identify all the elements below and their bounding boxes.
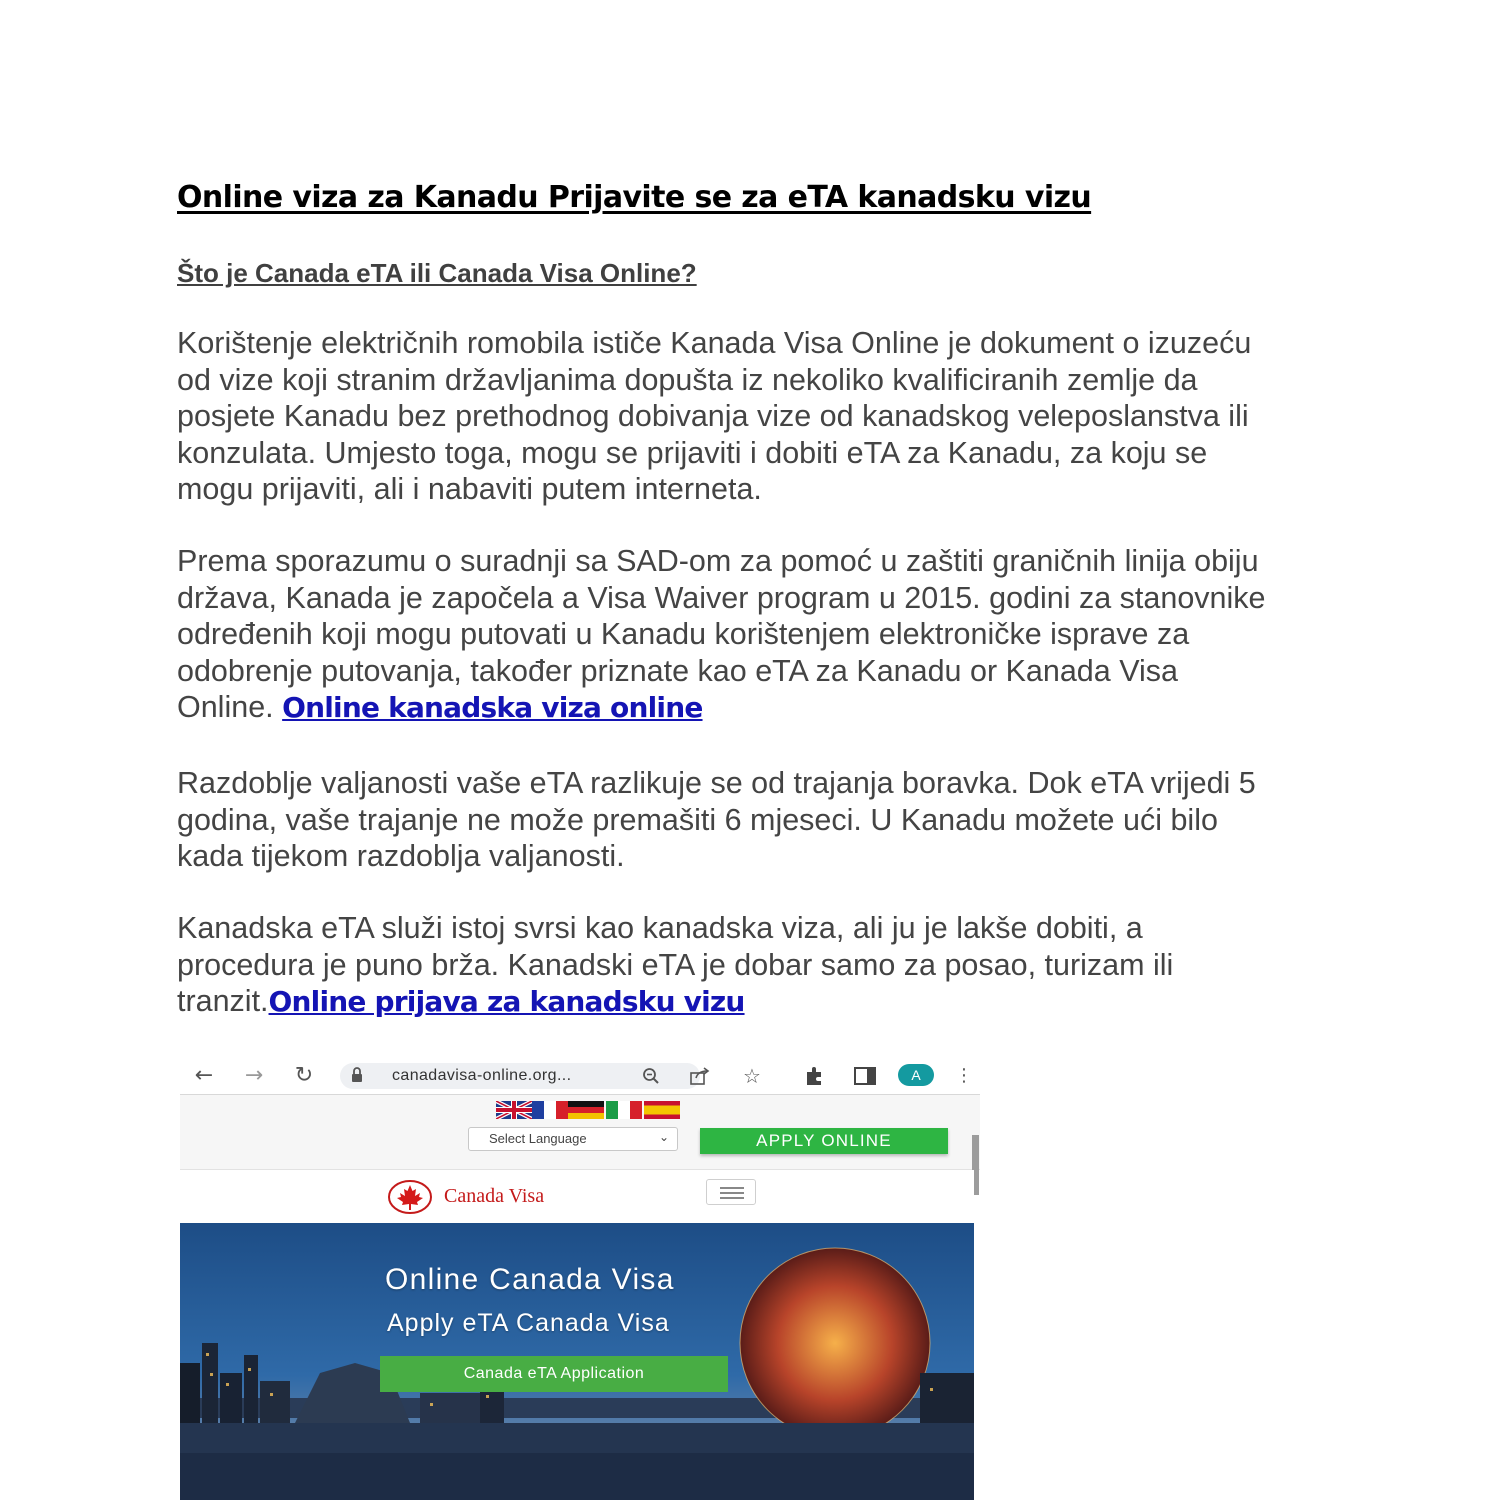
paragraph-line-text: Online. xyxy=(177,690,283,725)
hero-banner xyxy=(180,1223,974,1500)
lock-icon xyxy=(350,1066,364,1084)
paragraph-line-with-link xyxy=(177,689,1327,727)
paragraph-line-with-link xyxy=(177,983,1327,1021)
uk-flag-icon[interactable] xyxy=(496,1101,532,1119)
language-select-value: Select Language xyxy=(489,1131,587,1146)
share-icon[interactable] xyxy=(690,1067,710,1085)
apply-online-button[interactable]: APPLY ONLINE xyxy=(700,1128,948,1154)
paragraph-line: Korištenje električnih romobila ističe Kanada Visa Online je dokument o izuzeću xyxy=(177,326,1252,360)
site-navbar xyxy=(180,1170,974,1222)
zoom-icon[interactable] xyxy=(642,1067,660,1085)
site-topbar xyxy=(180,1095,980,1170)
side-panel-icon[interactable] xyxy=(854,1067,876,1085)
online-visa-link[interactable]: Online kanadska viza online xyxy=(282,691,703,725)
back-arrow-icon[interactable]: ← xyxy=(194,1063,214,1088)
hamburger-menu-icon[interactable] xyxy=(706,1179,756,1205)
star-icon[interactable]: ☆ xyxy=(743,1064,761,1088)
more-icon[interactable]: ⋮ xyxy=(955,1065,973,1086)
embedded-website-screenshot xyxy=(180,1058,980,1500)
paragraph-line: Razdoblje valjanosti vaše eTA razlikuje se od trajanja boravka. Dok eTA vrijedi 5 xyxy=(177,766,1256,800)
paragraph-line: kada tijekom razdoblja valjanosti. xyxy=(177,839,625,874)
canada-eta-application-button[interactable]: Canada eTA Application xyxy=(380,1356,728,1392)
paragraph-line: od vize koji stranim državljanima dopušta iz nekoliko kvalificiranih zemlje da xyxy=(177,362,1198,397)
paragraph-line: određenih koji mogu putovati u Kanadu korištenjem elektroničke isprave za xyxy=(177,617,1190,652)
italy-flag-icon[interactable] xyxy=(606,1101,642,1119)
document-title: Online viza za Kanadu Prijavite se za eTA kanadsku vizu xyxy=(177,180,1092,215)
chevron-down-icon: ⌄ xyxy=(658,1130,669,1144)
forward-arrow-icon[interactable]: → xyxy=(244,1063,264,1088)
germany-flag-icon[interactable] xyxy=(568,1101,604,1119)
paragraph-purpose xyxy=(177,910,1327,1021)
paragraph-line: Kanadska eTA služi istoj svrsi kao kanadska viza, ali ju je lakše dobiti, a xyxy=(177,911,1143,945)
paragraph-intro xyxy=(177,325,1327,508)
paragraph-agreement xyxy=(177,543,1327,727)
maple-leaf-logo-icon[interactable] xyxy=(388,1180,432,1214)
paragraph-line: procedura je puno brža. Kanadski eTA je dobar samo za posao, turizam ili xyxy=(177,947,1174,982)
paragraph-line: mogu prijaviti, ali i nabaviti putem interneta. xyxy=(177,472,762,507)
paragraph-line: posjete Kanadu bez prethodnog dobivanja vize od kanadskog veleposlanstva ili xyxy=(177,399,1249,434)
reload-icon[interactable]: ↻ xyxy=(294,1063,314,1088)
paragraph-line: godina, vaše trajanje ne može premašiti 6 mjeseci. U Kanadu možete ući bilo xyxy=(177,802,1218,837)
address-bar[interactable] xyxy=(340,1063,700,1089)
browser-toolbar xyxy=(180,1058,980,1095)
paragraph-line: konzulata. Umjesto toga, mogu se prijaviti i dobiti eTA za Kanadu, za koju se xyxy=(177,435,1208,470)
paragraph-line: država, Kanada je započela a Visa Waiver program u 2015. godini za stanovnike xyxy=(177,580,1266,615)
address-url: canadavisa-online.org... xyxy=(392,1067,572,1084)
paragraph-validity xyxy=(177,765,1327,875)
hero-title: Online Canada Visa xyxy=(385,1263,675,1296)
hero-subtitle: Apply eTA Canada Visa xyxy=(387,1309,670,1337)
spain-flag-icon[interactable] xyxy=(644,1101,680,1119)
paragraph-line: odobrenje putovanja, također priznate kao eTA za Kanadu or Kanada Visa xyxy=(177,653,1178,688)
france-flag-icon[interactable] xyxy=(532,1101,568,1119)
extensions-icon[interactable] xyxy=(804,1066,826,1086)
paragraph-line-text: tranzit. xyxy=(177,984,269,1019)
site-logo-text[interactable]: Canada Visa xyxy=(444,1185,545,1207)
profile-avatar[interactable]: A xyxy=(898,1064,934,1086)
paragraph-line: Prema sporazumu o suradnji sa SAD-om za pomoć u zaštiti graničnih linija obiju xyxy=(177,544,1259,578)
document-subtitle: Što je Canada eTA ili Canada Visa Online? xyxy=(177,258,697,288)
language-select[interactable] xyxy=(468,1127,678,1151)
online-application-link[interactable]: Online prijava za kanadsku vizu xyxy=(268,985,745,1019)
